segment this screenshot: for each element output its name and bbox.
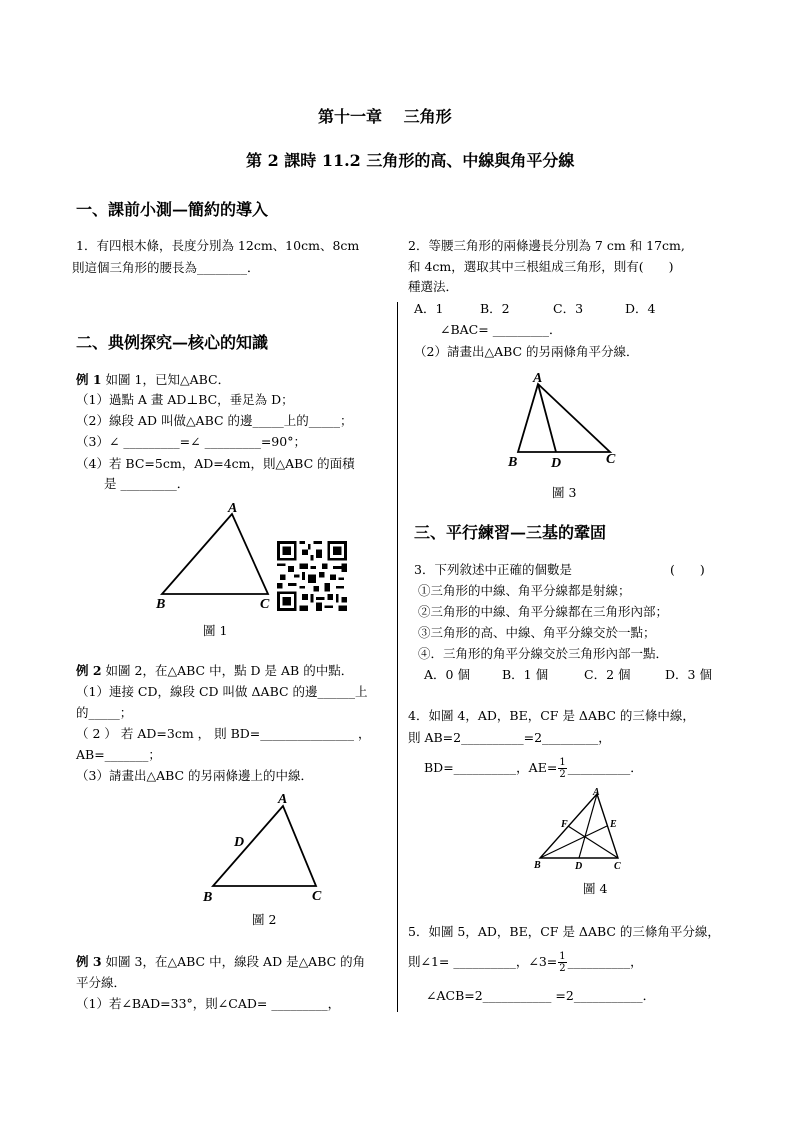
chapter-title: 第十一章 三角形: [318, 107, 452, 126]
fig4-median-be: [540, 826, 607, 858]
q2-line1: 2．等腰三角形的兩條邊長分別為 7 cm 和 17cm,: [408, 238, 685, 253]
triangle-abc-fig1: [162, 514, 268, 594]
figure-2: [198, 788, 333, 908]
q2-line2: 和 4cm，選取其中三根組成三角形，則有( ): [408, 259, 674, 274]
fig3-label-a: A: [533, 371, 543, 386]
q4-frac-den: 2: [559, 769, 566, 780]
q3-item4: ④．三角形的角平分線交於三角形內部一點．: [418, 646, 669, 661]
ex3-part1b: ∠BAC= _________．: [440, 322, 562, 337]
fig4-median-cf: [568, 826, 618, 858]
section-heading-2: 二、典例探究—核心的知識: [76, 333, 269, 352]
fig2-label-d: D: [234, 835, 245, 850]
section-heading-1: 一、課前小測—簡約的導入: [76, 200, 269, 219]
q4-line2: 則 AB=2__________=2_________，: [408, 730, 611, 745]
q1-line2: 則這個三角形的腰長為________．: [72, 260, 260, 275]
ex1-part1: （1）過點 A 畫 AD⊥BC，垂足為 D；: [76, 392, 294, 407]
q2-option-d: D．4: [625, 301, 656, 316]
ex1-part5: 是 _________．: [104, 476, 190, 491]
ex2-intro: [76, 661, 353, 681]
q5-frac-den: 2: [559, 963, 566, 974]
q3-option-b: B．1 個: [502, 667, 549, 682]
q5-line3: ∠ACB=2___________ =2___________．: [426, 988, 656, 1003]
fig2-label-a: A: [278, 792, 288, 807]
fig4-label-b: B: [534, 860, 541, 871]
fig2-label-b: B: [203, 890, 213, 905]
section-heading-3: 三、平行練習—三基的鞏固: [414, 523, 607, 542]
q4-line3: [424, 757, 643, 780]
q5-fraction: [558, 951, 566, 974]
qr-code[interactable]: [277, 541, 347, 611]
figure-4: [530, 782, 630, 872]
triangle-abc-fig2: [213, 806, 316, 886]
q4-fraction: [558, 757, 566, 780]
q2-option-a: A．1: [414, 301, 444, 316]
lesson-title: 第 2 課時 11.2 三角形的高、中線與角平分線: [246, 151, 575, 170]
triangle-abc-fig3: [518, 384, 610, 452]
ex1-part4: （4）若 BC=5cm，AD=4cm，則△ABC 的面積: [76, 456, 355, 471]
ex1-part3: （3）∠ _________=∠ _________=90°；: [76, 434, 306, 449]
q4-frac-num: 1: [559, 757, 566, 768]
ex3-part2: （2）請畫出△ABC 的另兩條角平分線．: [414, 344, 639, 359]
ex3-label: 例 3: [76, 954, 102, 969]
fig4-label-c: C: [614, 861, 621, 872]
figure-3: [500, 366, 630, 471]
q3-paren: ( ): [670, 562, 705, 577]
ex1-intro: [76, 370, 230, 390]
fig4-label-a: A: [593, 787, 600, 798]
q5-line1: 5．如圖 5，AD，BE，CF 是 ΔABC 的三條角平分線，: [408, 924, 720, 939]
q3-item3: ③三角形的高、中線、角平分線交於一點；: [418, 625, 656, 640]
fig3-label-c: C: [606, 452, 616, 467]
q5-line2-a: 則∠1= __________，∠3=: [408, 954, 558, 969]
ex2-part1a: （1）連接 CD，線段 CD 叫做 ΔABC 的邊______上: [76, 684, 368, 699]
q1-line1: 1．有四根木條，長度分別為 12cm、10cm、8cm: [76, 238, 360, 253]
q4-line1: 4．如圖 4，AD，BE，CF 是 ΔABC 的三條中線，: [408, 708, 695, 723]
q3-item2: ②三角形的中線、角平分線都在三角形內部；: [418, 604, 669, 619]
q3-item1: ①三角形的中線、角平分線都是射線；: [418, 583, 631, 598]
ex3-intro-text: 如圖 3，在△ABC 中，線段 AD 是△ABC 的角: [105, 954, 366, 969]
ex2-intro-text: 如圖 2，在△ABC 中，點 D 是 AB 的中點．: [105, 663, 354, 678]
ex1-label: 例 1: [76, 372, 102, 387]
ex2-part2b: AB=_______；: [76, 747, 161, 762]
fig1-label-a: A: [228, 501, 238, 516]
ex3-intro2: 平分線．: [76, 975, 127, 990]
column-divider: [397, 302, 398, 1012]
ex2-part2a: （ 2 ） 若 AD=3cm ， 則 BD=_______________ ，: [76, 726, 371, 741]
fig3-label-d: D: [551, 456, 562, 471]
figure-1: [150, 498, 280, 614]
q5-frac-num: 1: [559, 951, 566, 962]
fig4-label-e: E: [610, 819, 617, 830]
fig4-caption: 圖 4: [583, 881, 608, 896]
fig2-label-c: C: [312, 889, 322, 904]
q4-line3-b: __________．: [567, 760, 643, 775]
q4-line3-a: BD=__________，AE=: [424, 760, 558, 775]
fig2-caption: 圖 2: [252, 912, 277, 927]
q3-line1: 3．下列敘述中正確的個數是: [414, 562, 572, 577]
q2-option-b: B．2: [480, 301, 510, 316]
ex2-part3: （3）請畫出△ABC 的另兩條邊上的中線．: [76, 768, 314, 783]
q5-line2-b: __________，: [567, 954, 643, 969]
ex2-part1b: 的_____；: [76, 705, 133, 720]
q2-line3: 種選法．: [408, 279, 459, 294]
q5-line2: [408, 951, 643, 974]
q3-option-c: C．2 個: [584, 667, 631, 682]
ex2-label: 例 2: [76, 663, 102, 678]
q3-option-d: D．3 個: [665, 667, 712, 682]
ex1-intro-text: 如圖 1，已知△ABC．: [105, 372, 231, 387]
fig4-label-f: F: [561, 819, 568, 830]
fig3-label-b: B: [508, 455, 518, 470]
fig3-caption: 圖 3: [552, 485, 577, 500]
ex3-part1: （1）若∠BAD=33°，則∠CAD= _________，: [76, 996, 341, 1011]
fig4-label-d: D: [575, 861, 583, 872]
fig1-caption: 圖 1: [203, 623, 228, 638]
q2-option-c: C．3: [553, 301, 584, 316]
ex1-part2: （2）線段 AD 叫做△ABC 的邊_____上的_____；: [76, 413, 353, 428]
fig3-bisector-ad: [538, 384, 556, 452]
fig1-label-c: C: [260, 597, 270, 612]
q3-option-a: A．0 個: [424, 667, 470, 682]
fig1-label-b: B: [156, 597, 166, 612]
ex3-intro1: [76, 952, 365, 972]
